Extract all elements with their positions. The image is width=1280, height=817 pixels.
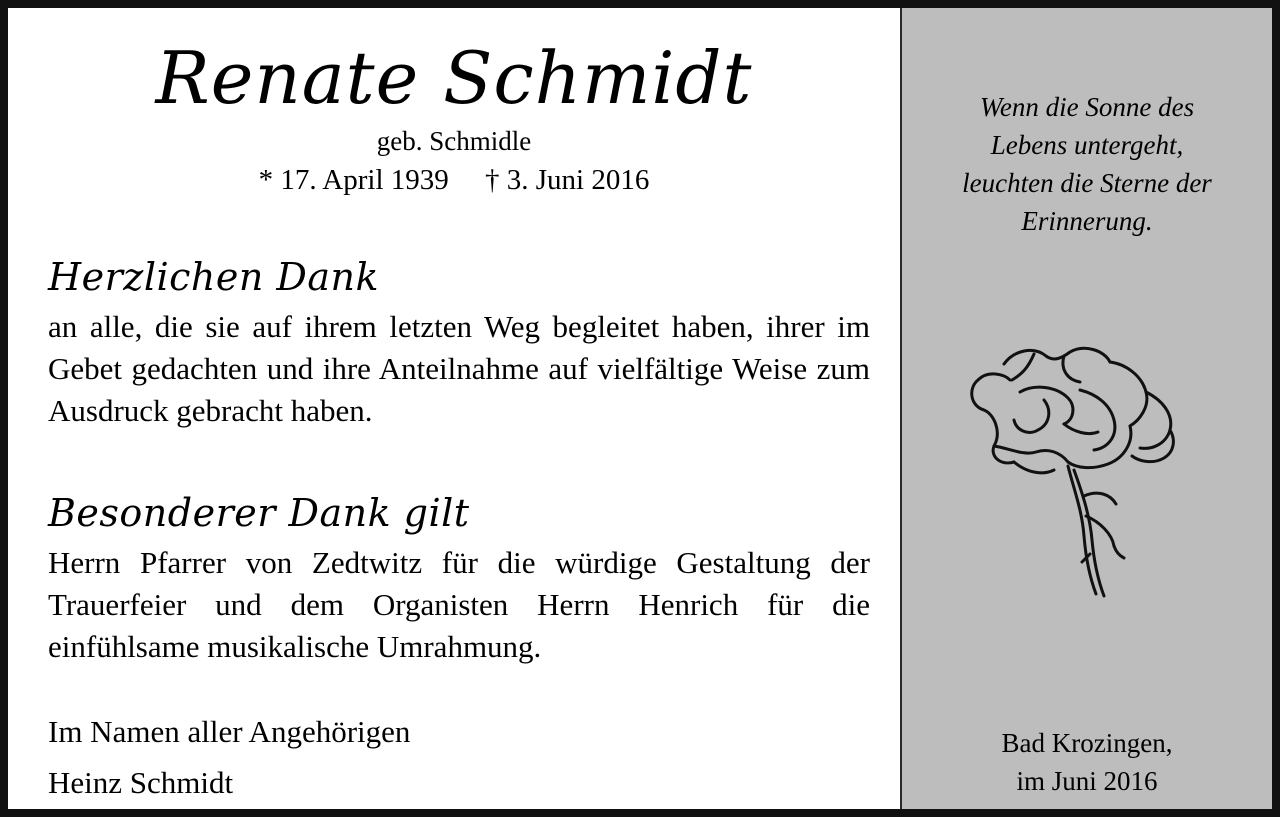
memorial-quote bbox=[902, 88, 1272, 240]
place-line: Bad Krozingen, bbox=[1001, 728, 1173, 758]
on-behalf-line: Im Namen aller Angehörigen bbox=[48, 714, 411, 749]
death-date: † 3. Juni 2016 bbox=[485, 164, 650, 196]
special-thanks-text: Herrn Pfarrer von Zedtwitz für die würdige Gestaltung der Trauerfeier und dem Organisten Herrn Henrich für die einfühlsame musikalische Umrahmung. bbox=[48, 545, 870, 664]
signature-name: Heinz Schmidt bbox=[48, 765, 234, 800]
quote-line: Lebens untergeht, bbox=[990, 130, 1184, 160]
deceased-name: Renate Schmidt bbox=[155, 36, 753, 120]
birth-date: * 17. April 1939 bbox=[258, 164, 449, 196]
quote-line: Wenn die Sonne des bbox=[979, 92, 1195, 122]
quote-line: Erinnerung. bbox=[1021, 206, 1153, 236]
sidebar-panel bbox=[900, 8, 1272, 809]
rose-illustration bbox=[964, 340, 1188, 598]
thanks-text: an alle, die sie auf ihrem letzten Weg begleitet haben, ihrer im Gebet gedachten und ihre Anteilnahme auf vielfältige Weise zum Ausdruck gebracht haben. bbox=[48, 309, 870, 428]
special-thanks-heading: Besonderer Dank gilt bbox=[48, 491, 470, 535]
thanks-heading: Herzlichen Dank bbox=[48, 255, 380, 299]
main-panel bbox=[8, 8, 900, 809]
maiden-name: geb. Schmidle bbox=[376, 126, 532, 156]
place-and-date bbox=[902, 724, 1272, 800]
quote-line: leuchten die Sterne der bbox=[962, 168, 1212, 198]
life-dates bbox=[8, 162, 900, 198]
date-line: im Juni 2016 bbox=[1016, 766, 1158, 796]
